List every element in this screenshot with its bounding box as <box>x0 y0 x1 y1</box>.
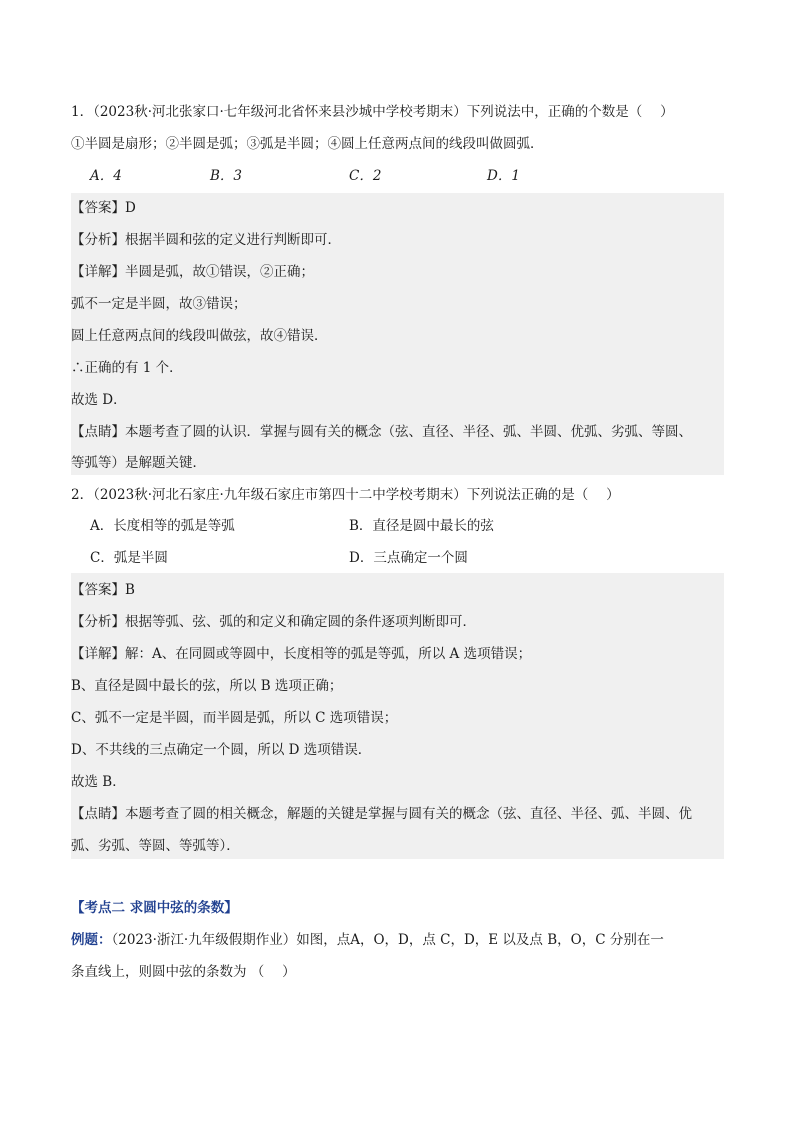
q1-stem: 1．（2023秋·河北张家口·七年级河北省怀来县沙城中学校考期末）下列说法中，正确的个数是（ ） <box>71 104 674 120</box>
q2-detail-line: B、直径是圆中最长的弦，所以 B 选项正确； <box>71 678 343 694</box>
q1-option-b: B．3 <box>210 168 243 184</box>
example-label: 例题： <box>71 932 112 948</box>
q2-option-d: D．三点确定一个圆 <box>349 550 468 566</box>
q2-comment-line: 【点睛】本题考查了圆的相关概念，解题的关键是掌握与圆有关的概念（弦、直径、半径、弧、半圆、优 <box>71 806 692 822</box>
q1-option-d: D．1 <box>487 168 520 184</box>
q1-detail-line: 弧不一定是半圆，故③错误； <box>71 296 247 312</box>
q2-comment-line: 弧、劣弧、等圆、等弧等）． <box>71 838 240 854</box>
q2-option-b: B．直径是圆中最长的弦 <box>349 518 494 534</box>
q2-option-c: C．弧是半圆 <box>90 550 168 566</box>
q1-analysis: 【分析】根据半圆和弦的定义进行判断即可． <box>71 232 341 248</box>
q2-answer: 【答案】B <box>71 582 135 598</box>
q1-detail-line: ∴正确的有 1 个． <box>71 360 183 376</box>
q1-detail-line: 圆上任意两点间的线段叫做弦，故④错误． <box>71 328 328 344</box>
q2-detail-line: C、弧不一定是半圆，而半圆是弧，所以 C 选项错误； <box>71 710 398 726</box>
q1-option-a: A．4 <box>90 168 122 184</box>
q2-detail-line: 【详解】解：A、在同圆或等圆中，长度相等的弧是等弧，所以 A 选项错误； <box>71 646 532 662</box>
q1-option-c: C．2 <box>349 168 382 184</box>
q2-analysis: 【分析】根据等弧、弦、弧的和定义和确定圆的条件逐项判断即可． <box>71 614 476 630</box>
q2-option-a: A．长度相等的弧是等弧 <box>90 518 235 534</box>
q1-comment-line: 【点睛】本题考查了圆的认识．掌握与圆有关的概念（弦、直径、半径、弧、半圆、优弧、劣弧、等圆、 <box>71 424 692 440</box>
example-line-2: 条直线上，则圆中弦的条数为 （ ） <box>71 964 296 980</box>
q1-comment-line: 等弧等）是解题关键． <box>71 455 206 471</box>
q1-answer: 【答案】D <box>71 200 136 216</box>
q2-detail-line: D、不共线的三点确定一个圆，所以 D 选项错误． <box>71 742 372 758</box>
q2-stem: 2．（2023秋·河北石家庄·九年级石家庄市第四十二中学校考期末）下列说法正确的是（ ） <box>71 487 620 503</box>
q1-detail-line: 【详解】半圆是弧，故①错误，②正确； <box>71 264 314 280</box>
q2-detail-line: 故选 B． <box>71 774 126 790</box>
q1-detail-line: 故选 D． <box>71 392 127 408</box>
q1-statements: ①半圆是扇形；②半圆是弧；③弧是半圆；④圆上任意两点间的线段叫做圆弧． <box>71 136 544 152</box>
section-heading: 【考点二 求圆中弦的条数】 <box>71 900 238 916</box>
example-text: （2023·浙江·九年级假期作业）如图，点A，O，D，点 C，D，E 以及点 B，O，C 分别在一 <box>111 932 664 948</box>
example-line-1 <box>71 930 664 950</box>
